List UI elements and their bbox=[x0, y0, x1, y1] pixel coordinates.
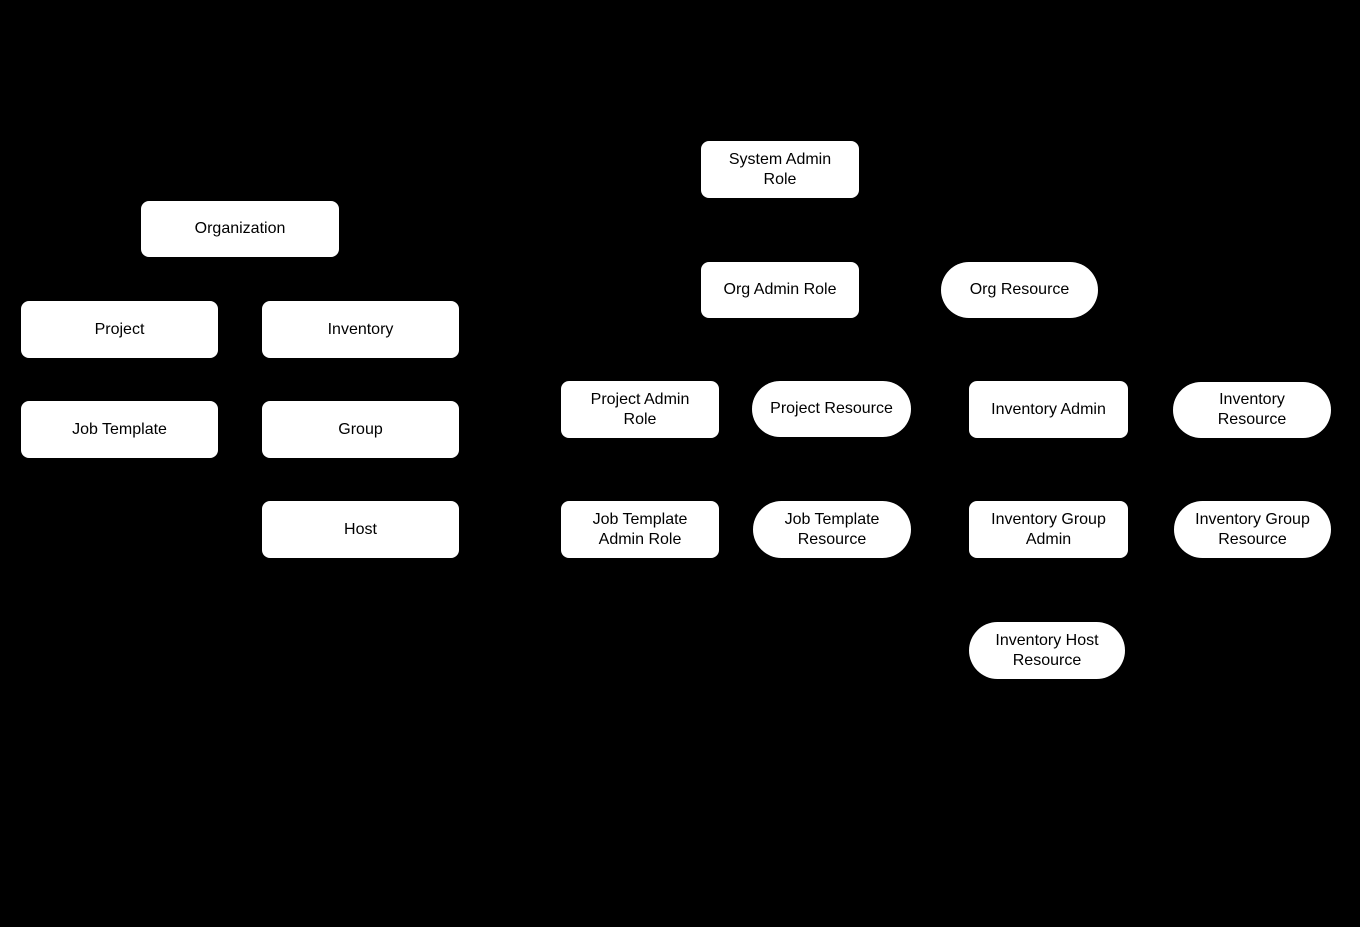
node-label-line: Resource bbox=[1218, 530, 1287, 548]
node-inventory bbox=[262, 301, 459, 358]
node-job-template-admin-role bbox=[561, 501, 719, 558]
node-label-line: System Admin bbox=[728, 150, 832, 168]
node-inventory-resource bbox=[1173, 382, 1331, 438]
node-project bbox=[21, 301, 218, 358]
node-label-line: Org Resource bbox=[969, 281, 1070, 298]
node-label-line: Job Template bbox=[592, 510, 688, 528]
node-label-line: Role bbox=[763, 170, 797, 188]
node-label-line: Admin bbox=[1025, 530, 1072, 548]
node-label-line: Host bbox=[344, 520, 377, 538]
node-label-line: Job Template bbox=[784, 510, 880, 528]
node-inventory-host-resource bbox=[969, 622, 1125, 679]
node-label-line: Inventory Group bbox=[1195, 510, 1310, 528]
node-label-line: Group bbox=[338, 420, 383, 438]
node-label-line: Org Admin Role bbox=[723, 281, 837, 298]
node-label-line: Inventory Admin bbox=[991, 400, 1106, 418]
node-org-admin-role bbox=[701, 262, 859, 318]
node-group bbox=[262, 401, 459, 458]
node-inventory-group-admin bbox=[969, 501, 1128, 558]
node-org-resource bbox=[941, 262, 1098, 318]
node-label-line: Project bbox=[94, 320, 145, 338]
node-label-line: Resource bbox=[797, 530, 867, 548]
node-label-line: Admin Role bbox=[598, 530, 682, 548]
node-job-template-resource bbox=[753, 501, 911, 558]
node-project-resource bbox=[752, 381, 911, 437]
node-job-template bbox=[21, 401, 218, 458]
node-label-line: Project Resource bbox=[770, 400, 893, 417]
node-system-admin-role bbox=[701, 141, 859, 198]
node-label-line: Inventory Host bbox=[995, 631, 1099, 649]
node-label-line: Organization bbox=[194, 220, 286, 237]
node-project-admin-role bbox=[561, 381, 719, 438]
node-label-line: Project Admin bbox=[590, 390, 690, 408]
node-label-line: Inventory Group bbox=[991, 510, 1106, 528]
node-label-line: Resource bbox=[1217, 411, 1287, 428]
node-inventory-admin bbox=[969, 381, 1128, 438]
node-inventory-group-resource bbox=[1174, 501, 1331, 558]
node-label-line: Inventory bbox=[1219, 391, 1285, 408]
node-host bbox=[262, 501, 459, 558]
node-label-line: Inventory bbox=[327, 320, 394, 338]
node-label-line: Resource bbox=[1012, 651, 1082, 669]
node-label-line: Job Template bbox=[72, 420, 167, 438]
node-organization bbox=[141, 201, 339, 257]
node-label-line: Role bbox=[623, 410, 657, 428]
